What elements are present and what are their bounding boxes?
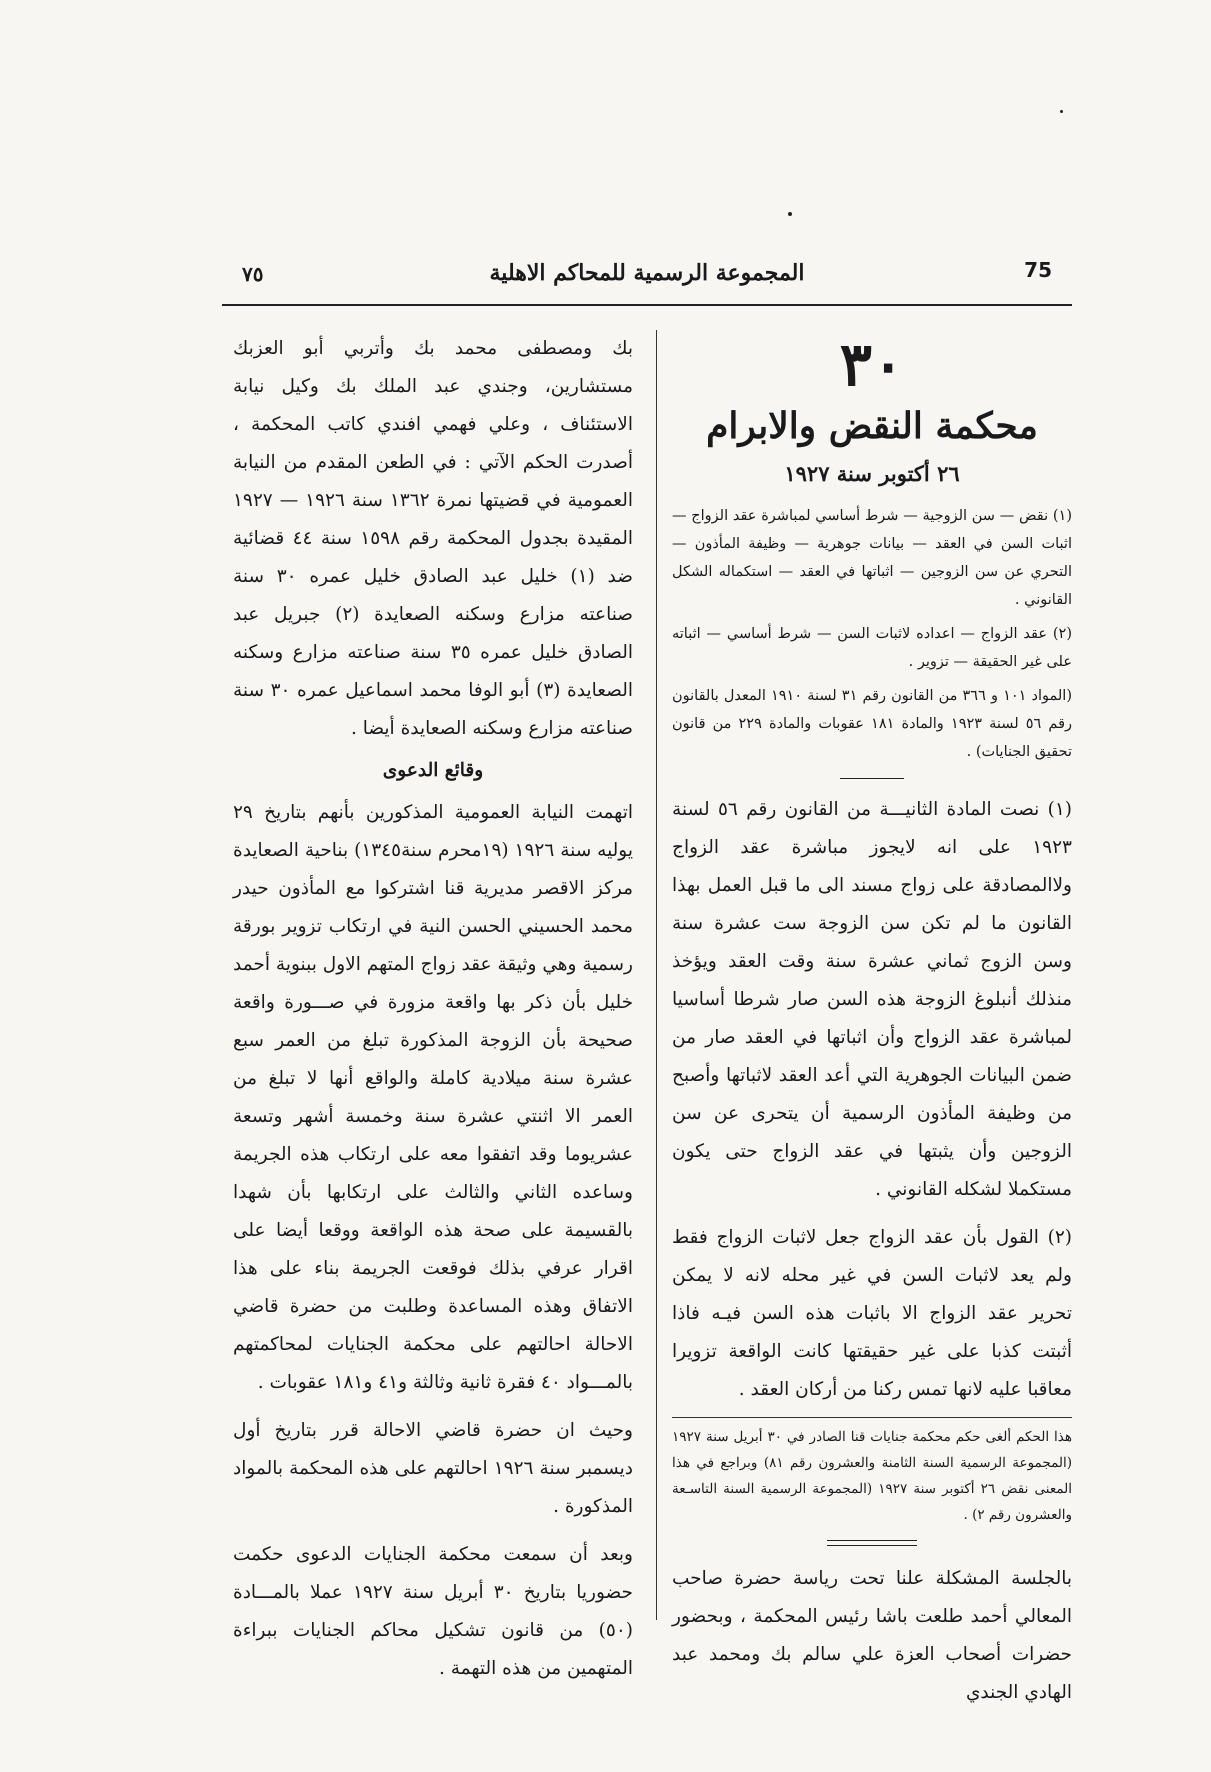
case-number: ٣٠	[839, 330, 905, 400]
journal-title: المجموعة الرسمية للمحاكم الاهلية	[489, 260, 805, 286]
running-header	[222, 258, 1072, 298]
right-column	[672, 330, 1072, 1712]
principle-paragraph: (٢) القول بأن عقد الزواج جعل لاثبات الزواج فقط ولم يعد لاثبات السن في غير محله لانه لا يمكن تحرير عقد الزواج الا باثبات هذه السن فيـه فاذا أثبتت كذبا على غير حقيقتها كانت الواقعة تزويرا معاقبا عليه لانها تمس ركنا من أركان العقد .	[672, 1227, 1072, 1400]
summary-item: (المواد ١٠١ و ٣٦٦ من القانون رقم ٣١ لسنة ١٩١٠ المعدل بالقانون رقم ٥٦ لسنة ١٩٢٣ والمادة ١٨١ عقوبات والمادة ٢٢٩ من قانون تحقيق الجنايات) .	[672, 688, 1072, 760]
referral-paragraph: وحيث ان حضرة قاضي الاحالة قرر بتاريخ أول ديسمبر سنة ١٩٢٦ احالتهم على هذه المحكمة بالمواد المذكورة .	[233, 1420, 634, 1517]
court-name: محكمة النقض والابرام	[706, 405, 1038, 447]
session-paragraph: بالجلسة المشكلة علنا تحت رياسة حضرة صاحب المعالي أحمد طلعت باشا رئيس المحكمة ، وبحضور حضرات أصحاب العزة علي سالم بك ومحمد عبد الهادي الجندي	[672, 1568, 1072, 1703]
summary-item: (١) نقض — سن الزوجية — شرط أساسي لمباشرة عقد الزواج — اثبات السن في العقد — بيانات جوهرية — وظيفة المأذون — التحري عن سن الزوجين — اثباتها في العقد — استكماله الشكل القانوني .	[672, 508, 1072, 608]
intro-paragraph: بك ومصطفى محمد بك وأتربي أبو العزبك مستشارين، وجندي عبد الملك بك وكيل نيابة الاستئناف ، وعلي فهمي افندي كاتب المحكمة ، أصدرت الحكم الآتي : في الطعن المقدم من النيابة العمومية في قضيتها نمرة ١٣٦٢ سنة ١٩٢٦ — ١٩٢٧ المقيدة بجدول المحكمة رقم ١٥٩٨ سنة ٤٤ قضائية ضد (١) خليل عبد الصادق خليل عمره ٣٠ سنة صناعته مزارع وسكنه الصعايدة (٢) جبريل عبد الصادق خليل عمره ٣٥ سنة صناعته مزارع وسكنه الصعايدة (٣) أبو الوفا محمد اسماعيل عمره ٣٠ سنة صناعته مزارع وسكنه الصعايدة أيضا .	[233, 338, 634, 739]
facts-paragraph: اتهمت النيابة العمومية المذكورين بأنهم بتاريخ ٢٩ يوليه سنة ١٩٢٦ (١٩محرم سنة١٣٤٥) بناحية الصعايدة مركز الاقصر مديرية قنا اشتركوا مع المأذون حيدر محمد الحسيني الحسن النية في ارتكاب تزوير بورقة رسمية وهي وثيقة عقد زواج المتهم الاول ببنوية أحمد خليل بأن ذكر بها واقعة مزورة في صـــورة واقعة صحيحة بأن الزوجة المذكورة تبلغ من العمر سبع عشرة سنة ميلادية كاملة والواقع أنها لا تبلغ من العمر الا اثنتي عشرة سنة وخمسة أشهر وتسعة عشريوما وقد اتفقوا معه على ارتكاب هذه الجريمة وساعده الثاني والثالث على ارتكابها بأن شهدا بالقسيمة على صحة هذه الواقعة ووقعا أيضا على اقرار عرفي بذلك فوقعت الجريمة بناء على هذا الاتفاق وهذه المساعدة وطلبت من حضرة قاضي الاحالة احالتهم على محكمة الجنايات لمحاكمتهم بالمـــواد ٤٠ فقرة ثانية وثالثة و٤١ و١٨١ عقوبات .	[233, 802, 633, 1393]
header-rule	[222, 304, 1072, 306]
facts-heading: وقائع الدعوى	[382, 760, 484, 781]
double-rule	[827, 1540, 917, 1546]
scan-speck	[788, 212, 792, 216]
page-number-left: ٧٥	[242, 262, 264, 286]
page-number-right: 75	[1024, 258, 1052, 282]
section-rule	[840, 778, 904, 779]
judgment-date: ٢٦ أكتوبر سنة ١٩٢٧	[784, 461, 960, 486]
footnote: هذا الحكم ألغى حكم محكمة جنايات قنا الصادر في ٣٠ أبريل سنة ١٩٢٧ (المجموعة الرسمية السنة الثامنة والعشرون رقم ٨١) وبراجع في هذا المعنى نقض ٢٦ أكتوبر سنة ١٩٢٧ (المجموعة الرسمية السنة التاسـعة والعشرون رقم ٢) .	[672, 1429, 1072, 1523]
footnote-rule	[672, 1417, 1072, 1418]
scan-speck	[1060, 110, 1063, 113]
verdict-paragraph: وبعد أن سمعت محكمة الجنايات الدعوى حكمت حضوريا بتاريخ ٣٠ أبريل سنة ١٩٢٧ عملا بالمـــادة (٥٠) من قانون تشكيل محاكم الجنايات ببراءة المتهمين من هذه التهمة .	[233, 1544, 633, 1679]
left-column	[233, 330, 633, 1688]
summary-item: (٢) عقد الزواج — اعداده لاثبات السن — شرط أساسي — اثباته على غير الحقيقة — تزوير .	[672, 626, 1072, 670]
column-divider	[656, 330, 657, 1620]
principle-paragraph: (١) نصت المادة الثانيـــة من القانون رقم ٥٦ لسنة ١٩٢٣ على انه لايجوز مباشرة عقد الزواج ولاالمصادقة على زواج مسند الى ما قبل العمل بهذا القانون ما لم تكن سن الزوجة ست عشرة سنة وسن الزوج ثماني عشرة سنة وقت العقد ويؤخذ منذلك أنبلوغ الزوجة هذه السن صار شرطا أساسيا لمباشرة عقد الزواج وأن اثباتها في العقد صار من ضمن البيانات الجوهرية التي أعد العقد لاثباتها وأصبح من وظيفة المأذون الرسمية أن يتحرى عن سن الزوجين وأن يثبتها في عقد الزواج حتى يكون مستكملا لشكله القانوني .	[672, 799, 1072, 1200]
